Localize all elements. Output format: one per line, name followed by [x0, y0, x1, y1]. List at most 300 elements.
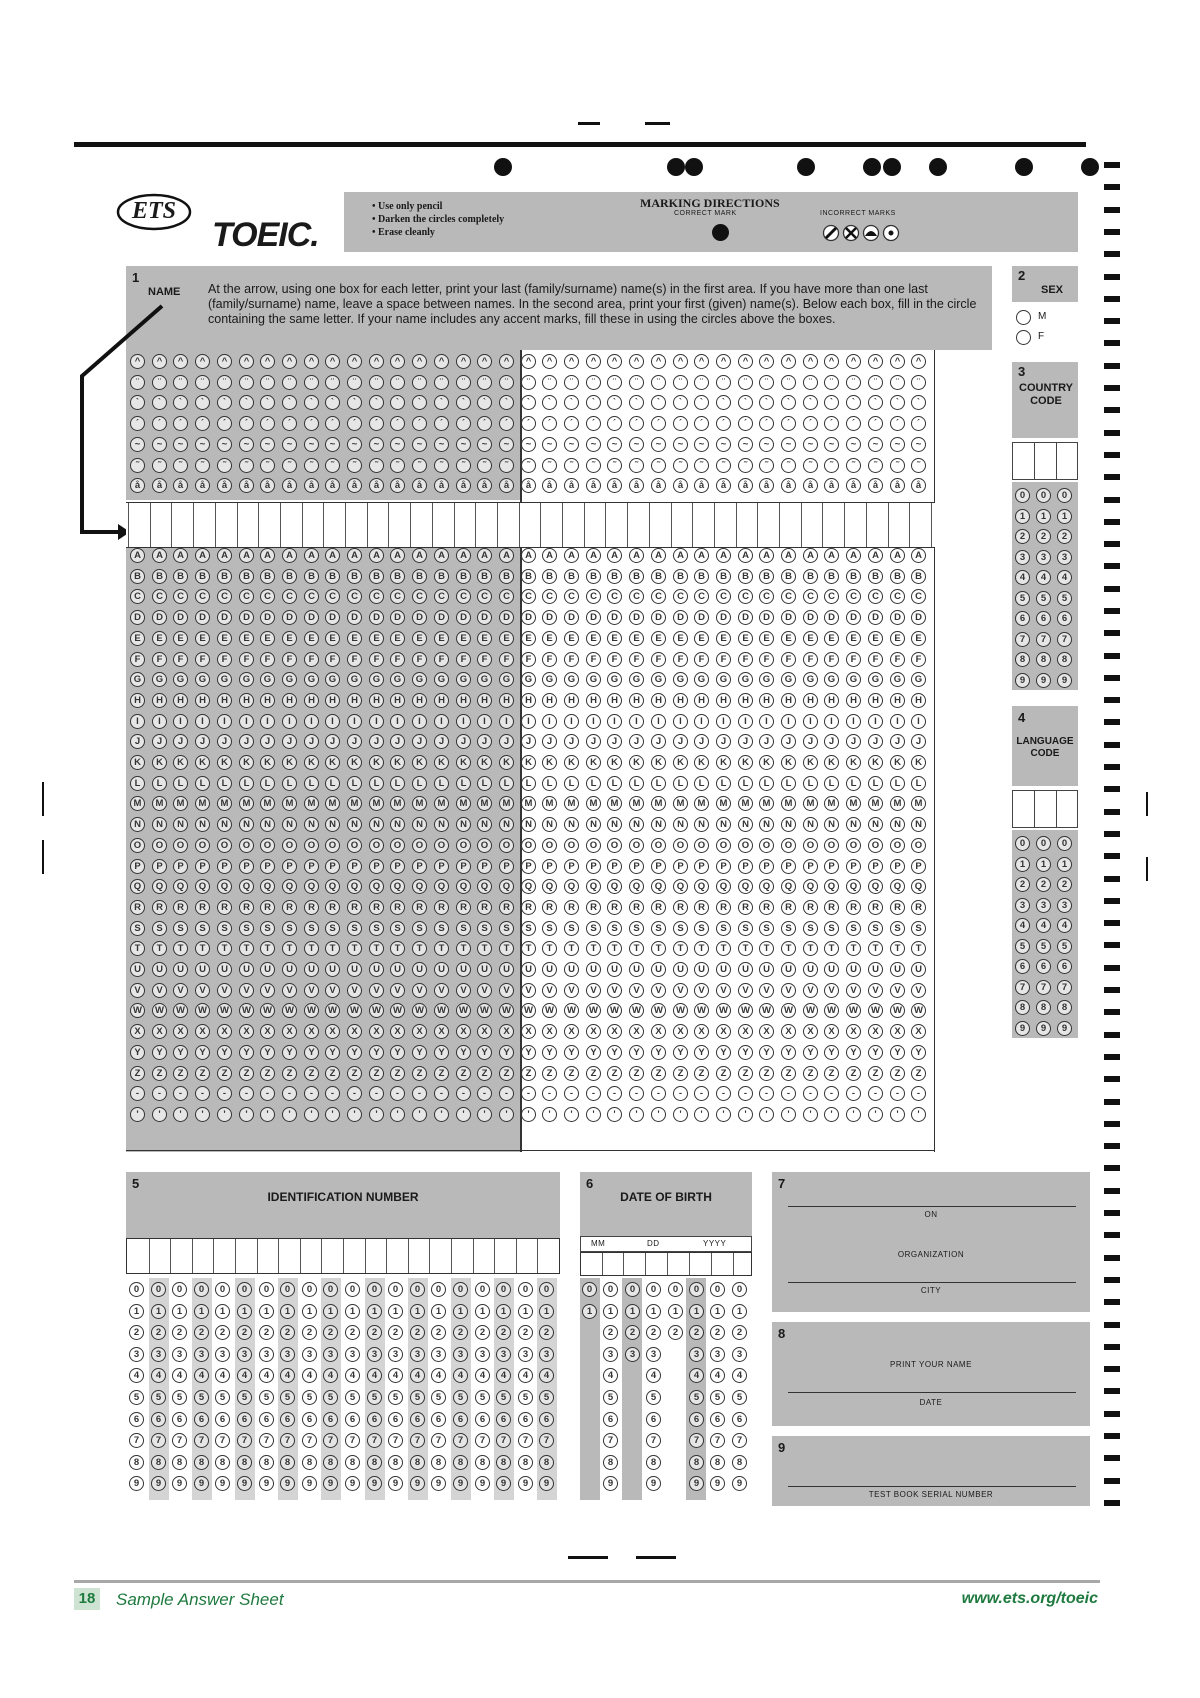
code-digit-bubble[interactable]: 1: [1036, 509, 1051, 524]
name-letter-bubble[interactable]: F: [629, 652, 644, 667]
code-digit-bubble[interactable]: 2: [1057, 529, 1072, 544]
id-digit-bubble[interactable]: 9: [453, 1476, 468, 1491]
name-letter-bubble[interactable]: W: [738, 1003, 753, 1018]
name-accent-bubble[interactable]: ˜: [738, 458, 753, 473]
name-letter-bubble[interactable]: T: [130, 941, 145, 956]
code-digit-bubble[interactable]: 3: [1057, 898, 1072, 913]
name-letter-bubble[interactable]: G: [217, 672, 232, 687]
name-letter-bubble[interactable]: J: [390, 734, 405, 749]
name-letter-bubble[interactable]: F: [521, 652, 536, 667]
name-letter-bubble[interactable]: E: [716, 631, 731, 646]
name-letter-bubble[interactable]: M: [911, 796, 926, 811]
name-letter-bubble[interactable]: V: [890, 983, 905, 998]
id-digit-bubble[interactable]: 4: [475, 1368, 490, 1383]
name-letter-bubble[interactable]: Y: [651, 1045, 666, 1060]
name-letter-bubble[interactable]: F: [499, 652, 514, 667]
name-letter-bubble[interactable]: X: [629, 1024, 644, 1039]
name-letter-bubble[interactable]: G: [347, 672, 362, 687]
name-letter-bubble[interactable]: R: [304, 900, 319, 915]
dob-digit-bubble[interactable]: 3: [732, 1347, 747, 1362]
name-accent-bubble[interactable]: ´: [152, 416, 167, 431]
name-letter-bubble[interactable]: S: [434, 921, 449, 936]
name-letter-bubble[interactable]: R: [434, 900, 449, 915]
name-letter-bubble[interactable]: R: [217, 900, 232, 915]
name-letter-bubble[interactable]: F: [434, 652, 449, 667]
name-letter-bubble[interactable]: -: [412, 1086, 427, 1101]
name-letter-bubble[interactable]: X: [347, 1024, 362, 1039]
name-letter-bubble[interactable]: W: [607, 1003, 622, 1018]
id-digit-bubble[interactable]: 7: [367, 1433, 382, 1448]
name-letter-bubble[interactable]: V: [846, 983, 861, 998]
name-letter-bubble[interactable]: V: [738, 983, 753, 998]
name-letter-bubble[interactable]: U: [304, 962, 319, 977]
name-letter-bubble[interactable]: M: [152, 796, 167, 811]
dob-digit-bubble[interactable]: 5: [710, 1390, 725, 1405]
name-letter-bubble[interactable]: Q: [477, 879, 492, 894]
name-accent-bubble[interactable]: ^: [521, 354, 536, 369]
name-accent-bubble[interactable]: `: [347, 395, 362, 410]
name-letter-bubble[interactable]: T: [890, 941, 905, 956]
id-digit-bubble[interactable]: 9: [151, 1476, 166, 1491]
name-accent-bubble[interactable]: ˜: [304, 458, 319, 473]
name-letter-bubble[interactable]: M: [542, 796, 557, 811]
name-letter-bubble[interactable]: S: [824, 921, 839, 936]
name-letter-bubble[interactable]: W: [803, 1003, 818, 1018]
name-letter-bubble[interactable]: G: [868, 672, 883, 687]
id-digit-bubble[interactable]: 9: [259, 1476, 274, 1491]
name-letter-bubble[interactable]: K: [152, 755, 167, 770]
name-letter-bubble[interactable]: O: [412, 838, 427, 853]
name-letter-bubble[interactable]: S: [499, 921, 514, 936]
dob-digit-bubble[interactable]: 7: [646, 1433, 661, 1448]
name-letter-bubble[interactable]: P: [304, 859, 319, 874]
name-accent-bubble[interactable]: ´: [868, 416, 883, 431]
id-digit-bubble[interactable]: 1: [129, 1304, 144, 1319]
name-letter-bubble[interactable]: A: [282, 548, 297, 563]
name-letter-bubble[interactable]: K: [586, 755, 601, 770]
name-letter-bubble[interactable]: R: [564, 900, 579, 915]
name-letter-bubble[interactable]: X: [173, 1024, 188, 1039]
name-letter-bubble[interactable]: F: [173, 652, 188, 667]
name-accent-bubble[interactable]: ~: [651, 437, 666, 452]
name-letter-bubble[interactable]: Z: [564, 1066, 579, 1081]
name-letter-bubble[interactable]: J: [738, 734, 753, 749]
id-digit-bubble[interactable]: 5: [172, 1390, 187, 1405]
name-letter-bubble[interactable]: H: [738, 693, 753, 708]
name-letter-bubble[interactable]: P: [890, 859, 905, 874]
name-letter-bubble[interactable]: R: [499, 900, 514, 915]
name-letter-bubble[interactable]: A: [130, 548, 145, 563]
name-accent-bubble[interactable]: å: [325, 478, 340, 493]
name-letter-bubble[interactable]: D: [456, 610, 471, 625]
code-digit-bubble[interactable]: 1: [1057, 509, 1072, 524]
name-letter-bubble[interactable]: M: [304, 796, 319, 811]
id-digit-bubble[interactable]: 2: [410, 1325, 425, 1340]
id-digit-bubble[interactable]: 0: [323, 1282, 338, 1297]
name-accent-bubble[interactable]: å: [390, 478, 405, 493]
code-digit-bubble[interactable]: 6: [1036, 611, 1051, 626]
name-letter-bubble[interactable]: U: [542, 962, 557, 977]
name-letter-bubble[interactable]: H: [282, 693, 297, 708]
name-letter-bubble[interactable]: V: [586, 983, 601, 998]
id-digit-bubble[interactable]: 5: [496, 1390, 511, 1405]
name-letter-bubble[interactable]: ': [868, 1107, 883, 1122]
name-letter-bubble[interactable]: C: [759, 589, 774, 604]
name-accent-bubble[interactable]: ~: [911, 437, 926, 452]
name-accent-bubble[interactable]: ^: [868, 354, 883, 369]
name-letter-bubble[interactable]: N: [586, 817, 601, 832]
name-letter-bubble[interactable]: C: [542, 589, 557, 604]
id-digit-bubble[interactable]: 8: [215, 1455, 230, 1470]
name-accent-bubble[interactable]: ~: [239, 437, 254, 452]
name-letter-bubble[interactable]: J: [239, 734, 254, 749]
name-letter-bubble[interactable]: F: [347, 652, 362, 667]
name-accent-bubble[interactable]: ^: [152, 354, 167, 369]
name-letter-bubble[interactable]: -: [694, 1086, 709, 1101]
name-letter-bubble[interactable]: Q: [673, 879, 688, 894]
name-letter-bubble[interactable]: L: [629, 776, 644, 791]
id-digit-bubble[interactable]: 0: [496, 1282, 511, 1297]
id-digit-bubble[interactable]: 8: [194, 1455, 209, 1470]
name-letter-bubble[interactable]: A: [716, 548, 731, 563]
name-letter-bubble[interactable]: H: [195, 693, 210, 708]
id-digit-bubble[interactable]: 3: [215, 1347, 230, 1362]
name-letter-bubble[interactable]: O: [716, 838, 731, 853]
name-letter-bubble[interactable]: Q: [564, 879, 579, 894]
name-accent-bubble[interactable]: `: [911, 395, 926, 410]
name-letter-bubble[interactable]: P: [738, 859, 753, 874]
id-digit-bubble[interactable]: 6: [453, 1412, 468, 1427]
name-letter-bubble[interactable]: N: [217, 817, 232, 832]
name-letter-bubble[interactable]: I: [369, 714, 384, 729]
id-digit-bubble[interactable]: 7: [431, 1433, 446, 1448]
name-letter-bubble[interactable]: L: [651, 776, 666, 791]
name-letter-bubble[interactable]: G: [195, 672, 210, 687]
id-digit-bubble[interactable]: 7: [194, 1433, 209, 1448]
name-accent-bubble[interactable]: ˜: [629, 458, 644, 473]
name-accent-bubble[interactable]: ¨: [369, 375, 384, 390]
name-letter-bubble[interactable]: Q: [542, 879, 557, 894]
name-letter-bubble[interactable]: M: [325, 796, 340, 811]
name-letter-bubble[interactable]: E: [824, 631, 839, 646]
dob-digit-bubble[interactable]: 0: [732, 1282, 747, 1297]
id-digit-bubble[interactable]: 6: [237, 1412, 252, 1427]
code-digit-bubble[interactable]: 2: [1015, 529, 1030, 544]
name-accent-bubble[interactable]: ^: [673, 354, 688, 369]
name-letter-bubble[interactable]: Y: [781, 1045, 796, 1060]
name-letter-bubble[interactable]: A: [239, 548, 254, 563]
name-letter-bubble[interactable]: L: [824, 776, 839, 791]
dob-digit-bubble[interactable]: 5: [732, 1390, 747, 1405]
name-letter-bubble[interactable]: Q: [868, 879, 883, 894]
dob-digit-bubble[interactable]: 0: [603, 1282, 618, 1297]
name-letter-bubble[interactable]: O: [694, 838, 709, 853]
name-letter-bubble[interactable]: C: [239, 589, 254, 604]
name-letter-bubble[interactable]: J: [412, 734, 427, 749]
name-letter-bubble[interactable]: -: [304, 1086, 319, 1101]
name-letter-bubble[interactable]: C: [824, 589, 839, 604]
name-letter-bubble[interactable]: K: [217, 755, 232, 770]
name-letter-bubble[interactable]: -: [347, 1086, 362, 1101]
id-digit-bubble[interactable]: 1: [453, 1304, 468, 1319]
name-letter-bubble[interactable]: ': [651, 1107, 666, 1122]
id-digit-bubble[interactable]: 5: [280, 1390, 295, 1405]
id-digit-bubble[interactable]: 2: [151, 1325, 166, 1340]
name-letter-bubble[interactable]: Z: [130, 1066, 145, 1081]
name-letter-bubble[interactable]: H: [586, 693, 601, 708]
name-letter-bubble[interactable]: Y: [325, 1045, 340, 1060]
id-digit-bubble[interactable]: 6: [129, 1412, 144, 1427]
name-letter-bubble[interactable]: K: [369, 755, 384, 770]
name-letter-bubble[interactable]: F: [673, 652, 688, 667]
name-letter-bubble[interactable]: P: [694, 859, 709, 874]
name-letter-bubble[interactable]: O: [759, 838, 774, 853]
name-letter-bubble[interactable]: E: [868, 631, 883, 646]
name-letter-bubble[interactable]: E: [412, 631, 427, 646]
name-letter-bubble[interactable]: W: [434, 1003, 449, 1018]
dob-digit-bubble[interactable]: 2: [646, 1325, 661, 1340]
name-letter-bubble[interactable]: U: [412, 962, 427, 977]
name-letter-bubble[interactable]: Q: [738, 879, 753, 894]
name-letter-bubble[interactable]: I: [542, 714, 557, 729]
name-letter-bubble[interactable]: P: [564, 859, 579, 874]
id-digit-bubble[interactable]: 6: [151, 1412, 166, 1427]
name-letter-bubble[interactable]: Y: [694, 1045, 709, 1060]
name-letter-bubble[interactable]: R: [456, 900, 471, 915]
name-letter-bubble[interactable]: N: [716, 817, 731, 832]
dob-digit-bubble[interactable]: 5: [646, 1390, 661, 1405]
id-digit-bubble[interactable]: 4: [496, 1368, 511, 1383]
dob-digit-bubble[interactable]: 3: [603, 1347, 618, 1362]
name-letter-bubble[interactable]: S: [542, 921, 557, 936]
id-digit-bubble[interactable]: 1: [518, 1304, 533, 1319]
name-letter-bubble[interactable]: -: [521, 1086, 536, 1101]
name-letter-bubble[interactable]: Q: [846, 879, 861, 894]
name-letter-bubble[interactable]: W: [521, 1003, 536, 1018]
name-letter-bubble[interactable]: M: [890, 796, 905, 811]
name-letter-bubble[interactable]: R: [824, 900, 839, 915]
name-letter-bubble[interactable]: W: [130, 1003, 145, 1018]
name-letter-bubble[interactable]: W: [217, 1003, 232, 1018]
name-letter-bubble[interactable]: Y: [564, 1045, 579, 1060]
name-accent-bubble[interactable]: ^: [456, 354, 471, 369]
name-letter-bubble[interactable]: S: [477, 921, 492, 936]
name-letter-bubble[interactable]: P: [239, 859, 254, 874]
name-accent-bubble[interactable]: ´: [173, 416, 188, 431]
name-letter-bubble[interactable]: E: [347, 631, 362, 646]
name-letter-bubble[interactable]: I: [521, 714, 536, 729]
name-letter-bubble[interactable]: ': [152, 1107, 167, 1122]
name-letter-bubble[interactable]: N: [195, 817, 210, 832]
dob-digit-bubble[interactable]: 8: [710, 1455, 725, 1470]
name-letter-bubble[interactable]: E: [542, 631, 557, 646]
name-accent-bubble[interactable]: `: [239, 395, 254, 410]
dob-digit-bubble[interactable]: 8: [646, 1455, 661, 1470]
name-letter-bubble[interactable]: -: [607, 1086, 622, 1101]
name-accent-bubble[interactable]: ~: [347, 437, 362, 452]
name-letter-bubble[interactable]: X: [325, 1024, 340, 1039]
name-letter-bubble[interactable]: A: [152, 548, 167, 563]
name-letter-bubble[interactable]: P: [651, 859, 666, 874]
name-letter-bubble[interactable]: K: [868, 755, 883, 770]
name-letter-bubble[interactable]: C: [911, 589, 926, 604]
name-letter-bubble[interactable]: ': [304, 1107, 319, 1122]
name-letter-bubble[interactable]: N: [911, 817, 926, 832]
code-digit-bubble[interactable]: 3: [1015, 898, 1030, 913]
name-letter-bubble[interactable]: B: [434, 569, 449, 584]
name-letter-bubble[interactable]: U: [846, 962, 861, 977]
name-letter-bubble[interactable]: L: [890, 776, 905, 791]
name-letter-bubble[interactable]: J: [325, 734, 340, 749]
id-digit-bubble[interactable]: 2: [539, 1325, 554, 1340]
code-digit-bubble[interactable]: 9: [1036, 1021, 1051, 1036]
name-accent-bubble[interactable]: ´: [390, 416, 405, 431]
id-digit-bubble[interactable]: 0: [453, 1282, 468, 1297]
name-letter-bubble[interactable]: N: [152, 817, 167, 832]
name-letter-bubble[interactable]: F: [607, 652, 622, 667]
name-accent-bubble[interactable]: `: [564, 395, 579, 410]
name-letter-bubble[interactable]: H: [803, 693, 818, 708]
id-digit-bubble[interactable]: 5: [518, 1390, 533, 1405]
name-letter-bubble[interactable]: T: [868, 941, 883, 956]
sex-m-bubble[interactable]: [1016, 310, 1031, 325]
name-accent-bubble[interactable]: ´: [738, 416, 753, 431]
name-letter-bubble[interactable]: K: [890, 755, 905, 770]
name-letter-bubble[interactable]: L: [369, 776, 384, 791]
id-digit-bubble[interactable]: 4: [539, 1368, 554, 1383]
name-letter-bubble[interactable]: J: [868, 734, 883, 749]
name-accent-bubble[interactable]: ´: [629, 416, 644, 431]
code-digit-bubble[interactable]: 9: [1036, 673, 1051, 688]
name-letter-bubble[interactable]: I: [152, 714, 167, 729]
id-digit-bubble[interactable]: 9: [518, 1476, 533, 1491]
name-letter-bubble[interactable]: E: [477, 631, 492, 646]
name-letter-bubble[interactable]: Q: [607, 879, 622, 894]
id-digit-bubble[interactable]: 9: [280, 1476, 295, 1491]
name-letter-bubble[interactable]: Z: [759, 1066, 774, 1081]
name-accent-bubble[interactable]: å: [890, 478, 905, 493]
name-letter-bubble[interactable]: O: [304, 838, 319, 853]
code-digit-bubble[interactable]: 2: [1015, 877, 1030, 892]
name-letter-bubble[interactable]: J: [607, 734, 622, 749]
name-accent-bubble[interactable]: ^: [824, 354, 839, 369]
name-letter-bubble[interactable]: K: [564, 755, 579, 770]
name-letter-bubble[interactable]: X: [499, 1024, 514, 1039]
id-digit-bubble[interactable]: 9: [388, 1476, 403, 1491]
name-letter-bubble[interactable]: X: [521, 1024, 536, 1039]
name-letter-bubble[interactable]: G: [434, 672, 449, 687]
name-letter-bubble[interactable]: X: [239, 1024, 254, 1039]
name-letter-bubble[interactable]: J: [911, 734, 926, 749]
name-accent-bubble[interactable]: ~: [195, 437, 210, 452]
name-accent-bubble[interactable]: ~: [542, 437, 557, 452]
name-letter-bubble[interactable]: H: [607, 693, 622, 708]
name-accent-bubble[interactable]: `: [390, 395, 405, 410]
name-letter-bubble[interactable]: M: [824, 796, 839, 811]
name-letter-bubble[interactable]: T: [499, 941, 514, 956]
name-letter-bubble[interactable]: W: [824, 1003, 839, 1018]
name-letter-bubble[interactable]: A: [499, 548, 514, 563]
id-digit-bubble[interactable]: 2: [496, 1325, 511, 1340]
id-digit-bubble[interactable]: 8: [237, 1455, 252, 1470]
id-digit-bubble[interactable]: 4: [345, 1368, 360, 1383]
name-letter-bubble[interactable]: T: [217, 941, 232, 956]
name-letter-bubble[interactable]: I: [846, 714, 861, 729]
name-letter-bubble[interactable]: R: [694, 900, 709, 915]
name-letter-bubble[interactable]: K: [260, 755, 275, 770]
id-digit-bubble[interactable]: 5: [323, 1390, 338, 1405]
name-letter-bubble[interactable]: -: [456, 1086, 471, 1101]
name-accent-bubble[interactable]: ^: [738, 354, 753, 369]
name-accent-bubble[interactable]: ˜: [239, 458, 254, 473]
id-digit-bubble[interactable]: 4: [453, 1368, 468, 1383]
code-digit-bubble[interactable]: 3: [1015, 550, 1030, 565]
name-letter-bubble[interactable]: L: [803, 776, 818, 791]
name-accent-bubble[interactable]: `: [673, 395, 688, 410]
name-letter-bubble[interactable]: D: [738, 610, 753, 625]
name-letter-bubble[interactable]: O: [651, 838, 666, 853]
name-letter-bubble[interactable]: N: [130, 817, 145, 832]
name-letter-bubble[interactable]: S: [803, 921, 818, 936]
name-letter-bubble[interactable]: -: [260, 1086, 275, 1101]
code-digit-bubble[interactable]: 4: [1036, 918, 1051, 933]
name-letter-bubble[interactable]: M: [607, 796, 622, 811]
name-letter-bubble[interactable]: G: [477, 672, 492, 687]
name-letter-bubble[interactable]: G: [586, 672, 601, 687]
name-letter-bubble[interactable]: K: [434, 755, 449, 770]
name-letter-bubble[interactable]: -: [325, 1086, 340, 1101]
name-letter-bubble[interactable]: A: [369, 548, 384, 563]
name-letter-bubble[interactable]: B: [694, 569, 709, 584]
name-letter-bubble[interactable]: C: [369, 589, 384, 604]
name-letter-bubble[interactable]: R: [738, 900, 753, 915]
id-digit-bubble[interactable]: 0: [410, 1282, 425, 1297]
name-letter-bubble[interactable]: I: [759, 714, 774, 729]
name-letter-bubble[interactable]: B: [824, 569, 839, 584]
id-digit-bubble[interactable]: 8: [302, 1455, 317, 1470]
name-letter-bubble[interactable]: S: [759, 921, 774, 936]
name-letter-bubble[interactable]: ': [694, 1107, 709, 1122]
name-letter-bubble[interactable]: V: [694, 983, 709, 998]
name-letter-bubble[interactable]: R: [325, 900, 340, 915]
name-letter-bubble[interactable]: M: [651, 796, 666, 811]
id-digit-bubble[interactable]: 7: [151, 1433, 166, 1448]
name-letter-bubble[interactable]: E: [217, 631, 232, 646]
name-letter-bubble[interactable]: U: [390, 962, 405, 977]
name-letter-bubble[interactable]: H: [304, 693, 319, 708]
name-letter-bubble[interactable]: C: [629, 589, 644, 604]
name-letter-bubble[interactable]: P: [781, 859, 796, 874]
name-letter-bubble[interactable]: M: [499, 796, 514, 811]
name-letter-bubble[interactable]: X: [434, 1024, 449, 1039]
id-digit-bubble[interactable]: 2: [431, 1325, 446, 1340]
name-letter-bubble[interactable]: C: [304, 589, 319, 604]
name-letter-bubble[interactable]: P: [759, 859, 774, 874]
name-letter-bubble[interactable]: G: [130, 672, 145, 687]
name-accent-bubble[interactable]: ˜: [564, 458, 579, 473]
name-letter-bubble[interactable]: -: [564, 1086, 579, 1101]
name-accent-bubble[interactable]: ^: [477, 354, 492, 369]
name-letter-bubble[interactable]: -: [911, 1086, 926, 1101]
name-letter-bubble[interactable]: K: [803, 755, 818, 770]
name-letter-bubble[interactable]: U: [629, 962, 644, 977]
name-letter-bubble[interactable]: C: [673, 589, 688, 604]
name-letter-bubble[interactable]: Z: [304, 1066, 319, 1081]
code-digit-bubble[interactable]: 7: [1036, 980, 1051, 995]
name-letter-bubble[interactable]: M: [434, 796, 449, 811]
name-letter-bubble[interactable]: Q: [130, 879, 145, 894]
name-letter-bubble[interactable]: X: [651, 1024, 666, 1039]
